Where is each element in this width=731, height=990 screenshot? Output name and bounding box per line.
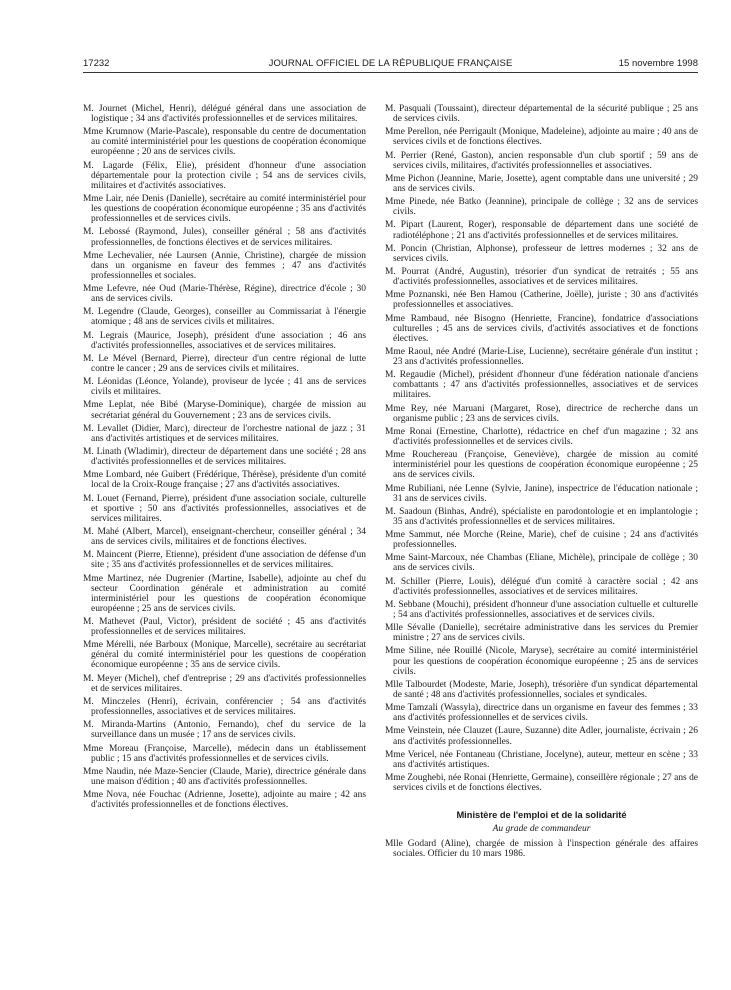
decoration-entry: M. Sebbane (Mouchi), président d'honneur d'une association cultuelle et culturelle ; 54 ans d'activités professionnelles, associatives et de services civils. <box>385 599 698 620</box>
decoration-entry: M. Pasquali (Toussaint), directeur départemental de la sécurité publique ; 25 ans de services civils. <box>385 104 698 125</box>
decoration-entry: M. Mathevet (Paul, Victor), président de société ; 45 ans d'activités professionnelles et de services militaires. <box>83 617 366 638</box>
decoration-entry: M. Lebossé (Raymond, Jules), conseiller général ; 58 ans d'activités professionnelles, de fonctions électives et de services militaires. <box>83 227 366 248</box>
decoration-entry: M. Levallet (Didier, Marc), directeur de l'orchestre national de jazz ; 31 ans d'activités artistiques et de services militaires. <box>83 423 366 444</box>
decoration-entry: Mme Veinstein, née Clauzet (Laure, Suzanne) dite Adler, journaliste, écrivain ; 26 ans d'activités professionnelles. <box>385 726 698 747</box>
decoration-entry: M. Louet (Fernand, Pierre), président d'une association sociale, culturelle et sportive ; 50 ans d'activités professionnelles, associatives et de services militaires. <box>83 493 366 524</box>
decoration-entry: Mme Pichon (Jeannine, Marie, Josette), agent comptable dans une université ; 29 ans de services civils. <box>385 173 698 194</box>
decoration-entry: Mme Ronai (Ernestine, Charlotte), rédactrice en chef d'un magazine ; 32 ans d'activités professionnelles et de services civils. <box>385 426 698 447</box>
decoration-entry: Mme Rambaud, née Bisogno (Henriette, Francine), fondatrice d'associations culturelles ; 45 ans de services civils, d'activités associatives et de fonctions électives. <box>385 313 698 344</box>
right-column-entries <box>385 104 698 793</box>
decoration-entry: Mme Lefevre, née Oud (Marie-Thérèse, Régine), directrice d'école ; 30 ans de services civils. <box>83 284 366 305</box>
decoration-entry: Mme Pinede, née Batko (Jeannine), principale de collège ; 32 ans de services civils. <box>385 197 698 218</box>
decoration-entry: M. Legrais (Maurice, Joseph), président d'une association ; 46 ans d'activités professionnelles, associatives et de services militaires. <box>83 330 366 351</box>
decoration-entry: M. Meyer (Michel), chef d'entreprise ; 29 ans d'activités professionnelles et de services militaires. <box>83 673 366 694</box>
decoration-entry: Mlle Sévalle (Danielle), secrétaire administrative dans les services du Premier ministre ; 27 ans de services civils. <box>385 623 698 644</box>
decoration-entry: Mme Siline, née Rouillé (Nicole, Maryse), secrétaire au comité interministériel pour les questions de coopération économique européenne ; 25 ans de services civils. <box>385 646 698 677</box>
decoration-entry: M. Minczeles (Henri), écrivain, conférencier ; 54 ans d'activités professionnelles, associatives et de services militaires. <box>83 696 366 718</box>
page-number: 17232 <box>83 58 110 69</box>
decoration-entry: Mme Mérelli, née Barboux (Monique, Marcelle), secrétaire au secrétariat général du comité interministériel pour les questions de coopération économique européenne ; 35 ans de service civils. <box>83 640 366 671</box>
decoration-entry: M. Pourrat (André, Augustin), trésorier d'un syndicat de retraités ; 55 ans d'activités professionnelles, associatives et de services militaires. <box>385 266 698 288</box>
decoration-entry: Mme Perellon, née Perrigault (Monique, Madeleine), adjointe au maire ; 40 ans de services civils et de fonctions électives. <box>385 127 698 148</box>
header-rule <box>83 72 698 73</box>
decoration-entry: Mme Rubiliani, née Lenne (Sylvie, Janine), inspectrice de l'éducation nationale ; 31 ans de services civils. <box>385 483 698 504</box>
decoration-entry: Mme Leplat, née Bibé (Maryse-Dominique), chargée de mission au secrétariat général du Gouvernement ; 23 ans de services civils. <box>83 400 366 421</box>
decoration-entry: Mme Tamzali (Wassyla), directrice dans un organisme en faveur des femmes ; 33 ans d'activités professionnelles et de services civils. <box>385 703 698 724</box>
page-header <box>83 58 698 72</box>
section-entries <box>385 839 698 859</box>
decoration-entry: M. Regaudie (Michel), président d'honneur d'une fédération nationale d'anciens combattants ; 47 ans d'activités professionnelles, associatives et de services militaires. <box>385 370 698 401</box>
section-title: Ministère de l'emploi et de la solidarité <box>456 810 627 821</box>
decoration-entry: M. Schiller (Pierre, Louis), délégué d'un comité à caractère social ; 42 ans d'activités professionnelles, associatives et de services militaires. <box>385 576 698 597</box>
decoration-entry: M. Maincent (Pierre, Etienne), président d'une association de défense d'un site ; 35 ans d'activités professionnelles et de services militaires. <box>83 550 366 571</box>
decoration-entry: M. Saadoun (Binhas, André), spécialiste en parodontologie et en implantologie ; 35 ans d'activités professionnelles et de services militaires. <box>385 506 698 527</box>
left-column <box>83 104 366 813</box>
decoration-entry: Mme Vericel, née Fontaneau (Christiane, Jocelyne), auteur, metteur en scène ; 33 ans d'activités artistiques. <box>385 749 698 770</box>
decoration-entry: Mme Krumnow (Marie-Pascale), responsable du centre de documentation au comité interministériel pour les questions de coopération économique européenne ; 20 ans de services civils. <box>83 127 366 158</box>
decoration-entry: M. Mahé (Albert, Marcel), enseignant-chercheur, conseiller général ; 34 ans de services civils, militaires et de fonctions électives. <box>83 526 366 548</box>
decoration-entry: Mme Martinez, née Dugrenier (Martine, Isabelle), adjointe au chef du secteur Coordination générale et administration au comité interministériel pour les questions de coopération économique européenne ; 25 ans de services civils. <box>83 573 366 614</box>
right-column <box>385 104 698 863</box>
decoration-entry: Mme Lair, née Denis (Danielle), secrétaire au comité interministériel pour les questions de coopération économique européenne ; 35 ans d'activités professionnelles et de services civils. <box>83 194 366 225</box>
decoration-entry: Mme Raoul, née André (Marie-Lise, Lucienne), secrétaire générale d'un institut ; 23 ans d'activités professionnelles. <box>385 346 698 367</box>
decoration-entry: M. Lagarde (Félix, Elie), président d'honneur d'une association départementale pour la protection civile ; 54 ans de services civils, militaires et d'activités associatives. <box>83 160 366 191</box>
decoration-entry: Mlle Godard (Aline), chargée de mission à l'inspection générale des affaires sociales. Officier du 10 mars 1986. <box>385 839 698 860</box>
decoration-entry: Mme Moreau (Françoise, Marcelle), médecin dans un établissement public ; 15 ans d'activités professionnelles et de services civils. <box>83 743 366 764</box>
decoration-entry: M. Le Mével (Bernard, Pierre), directeur d'un centre régional de lutte contre le cancer ; 29 ans de services civils et militaires. <box>83 353 366 374</box>
decoration-entry: Mme Saint-Marcoux, née Chambas (Eliane, Michèle), principale de collège ; 30 ans de services civils. <box>385 553 698 574</box>
section-subtitle: Au grade de commandeur <box>492 824 591 835</box>
decoration-entry: M. Miranda-Martins (Antonio, Fernando), chef du service de la surveillance dans un musée ; 17 ans de services civils. <box>83 720 366 741</box>
journal-title: JOURNAL OFFICIEL DE LA RÉPUBLIQUE FRANÇAISE <box>268 58 513 69</box>
decoration-entry: Mme Naudin, née Maze-Sencier (Claude, Marie), directrice générale dans une maison d'édition ; 40 ans d'activités professionnelles. <box>83 766 366 787</box>
decoration-entry: M. Léonidas (Léonce, Yolande), proviseur de lycée ; 41 ans de services civils et militaires. <box>83 377 366 398</box>
decoration-entry: Mme Sammut, née Morche (Reine, Marie), chef de cuisine ; 24 ans d'activités professionnelles. <box>385 530 698 551</box>
decoration-entry: M. Pipart (Laurent, Roger), responsable de département dans une société de radiotéléphone ; 21 ans d'activités professionnelles et de services militaires. <box>385 220 698 241</box>
decoration-entry: M. Journet (Michel, Henri), délégué général dans une association de logistique ; 34 ans d'activités professionnelles et de services militaires. <box>83 104 366 125</box>
decoration-entry: Mme Zoughebi, née Ronai (Henriette, Germaine), conseillère régionale ; 27 ans de services civils et de fonctions électives. <box>385 772 698 794</box>
decoration-entry: Mme Lombard, née Guibert (Frédérique, Thérèse), présidente d'un comité local de la Croix-Rouge française ; 27 ans d'activités associatives. <box>83 470 366 491</box>
decoration-entry: Mlle Talbourdet (Modeste, Marie, Joseph), trésorière d'un syndicat départemental de santé ; 48 ans d'activités professionnelles, sociales et syndicales. <box>385 679 698 700</box>
decoration-entry: Mme Lechevalier, née Laursen (Annie, Christine), chargée de mission dans un organisme en faveur des femmes ; 47 ans d'activités professionnelles et sociales. <box>83 250 366 281</box>
decoration-entry: Mme Rey, née Maruani (Margaret, Rose), directrice de recherche dans un organisme public ; 23 ans de services civils. <box>385 403 698 424</box>
decoration-entry: Mme Rouchereau (Françoise, Geneviève), chargée de mission au comité interministériel pour les questions de coopération économique européenne ; 25 ans de services civils. <box>385 450 698 481</box>
decoration-entry: M. Legendre (Claude, Georges), conseiller au Commissariat à l'énergie atomique ; 48 ans de services civils et militaires. <box>83 307 366 328</box>
decoration-entry: Mme Nova, née Fouchac (Adrienne, Josette), adjointe au maire ; 42 ans d'activités professionnelles et de fonctions électives. <box>83 790 366 811</box>
decoration-entry: M. Linath (Wladimir), directeur de département dans une société ; 28 ans d'activités professionnelles et de services militaires. <box>83 447 366 468</box>
decoration-entry: M. Poncin (Christian, Alphonse), professeur de lettres modernes ; 32 ans de services civils. <box>385 243 698 264</box>
publication-date: 15 novembre 1998 <box>618 58 698 69</box>
decoration-entry: Mme Poznanski, née Ben Hamou (Catherine, Joëlle), juriste ; 30 ans d'activités professionnelles et associatives. <box>385 290 698 311</box>
decoration-entry: M. Perrier (René, Gaston), ancien responsable d'un club sportif ; 59 ans de services civils, militaires, d'activités professionnelles et associatives. <box>385 150 698 171</box>
